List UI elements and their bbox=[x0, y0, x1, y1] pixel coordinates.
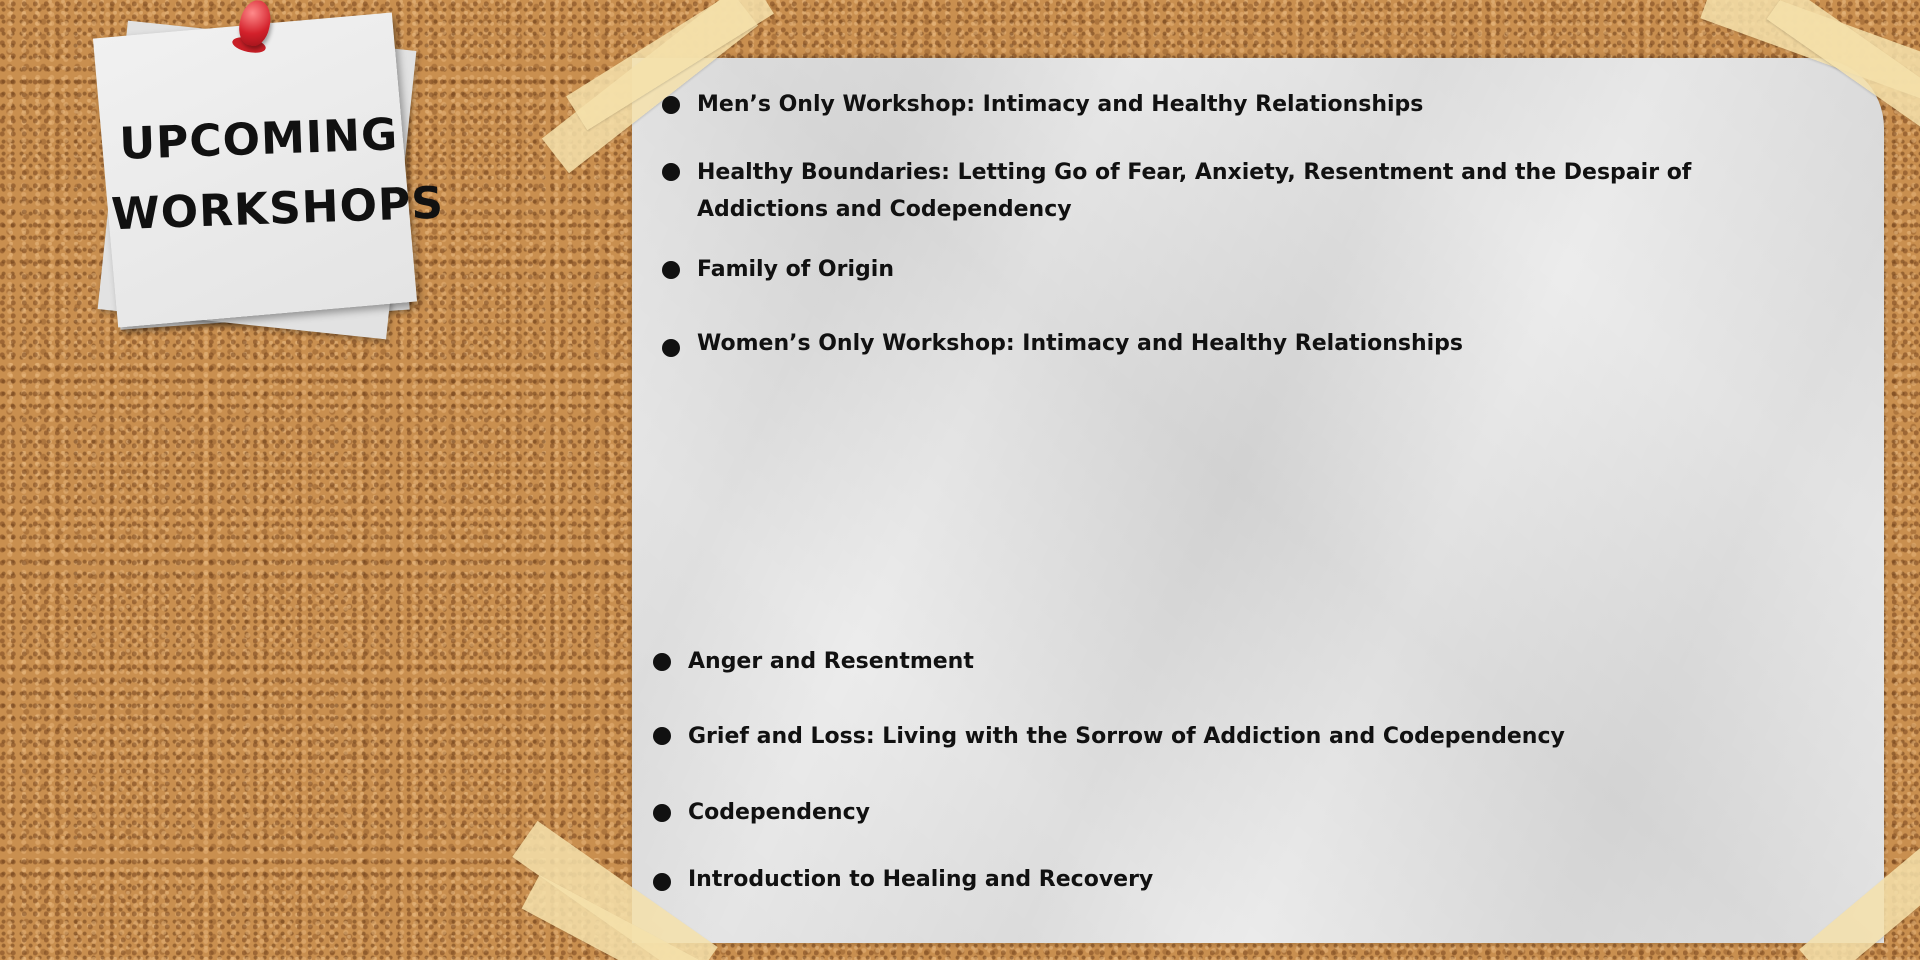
bullet-icon bbox=[653, 727, 671, 745]
bullet-icon bbox=[662, 339, 680, 357]
bullet-icon bbox=[662, 96, 680, 114]
workshop-item: Men’s Only Workshop: Intimacy and Healthy Relationships bbox=[697, 92, 1424, 117]
bullet-icon bbox=[662, 163, 680, 181]
workshop-item: Codependency bbox=[688, 800, 870, 825]
workshop-item: Women’s Only Workshop: Intimacy and Healthy Relationships bbox=[697, 331, 1464, 356]
workshop-item: Family of Origin bbox=[697, 257, 894, 282]
page-title: UPCOMING WORKSHOPS bbox=[110, 109, 445, 241]
workshop-item: Anger and Resentment bbox=[688, 649, 974, 674]
workshop-item: Grief and Loss: Living with the Sorrow of Addiction and Codependency bbox=[688, 724, 1565, 749]
bullet-icon bbox=[653, 873, 671, 891]
bullet-icon bbox=[662, 261, 680, 279]
workshop-item: Healthy Boundaries: Letting Go of Fear, Anxiety, Resentment and the Despair of Addictions and Codependency bbox=[697, 160, 1692, 222]
bullet-icon bbox=[653, 653, 671, 671]
bullet-icon bbox=[653, 804, 671, 822]
workshop-item: Introduction to Healing and Recovery bbox=[688, 867, 1154, 892]
